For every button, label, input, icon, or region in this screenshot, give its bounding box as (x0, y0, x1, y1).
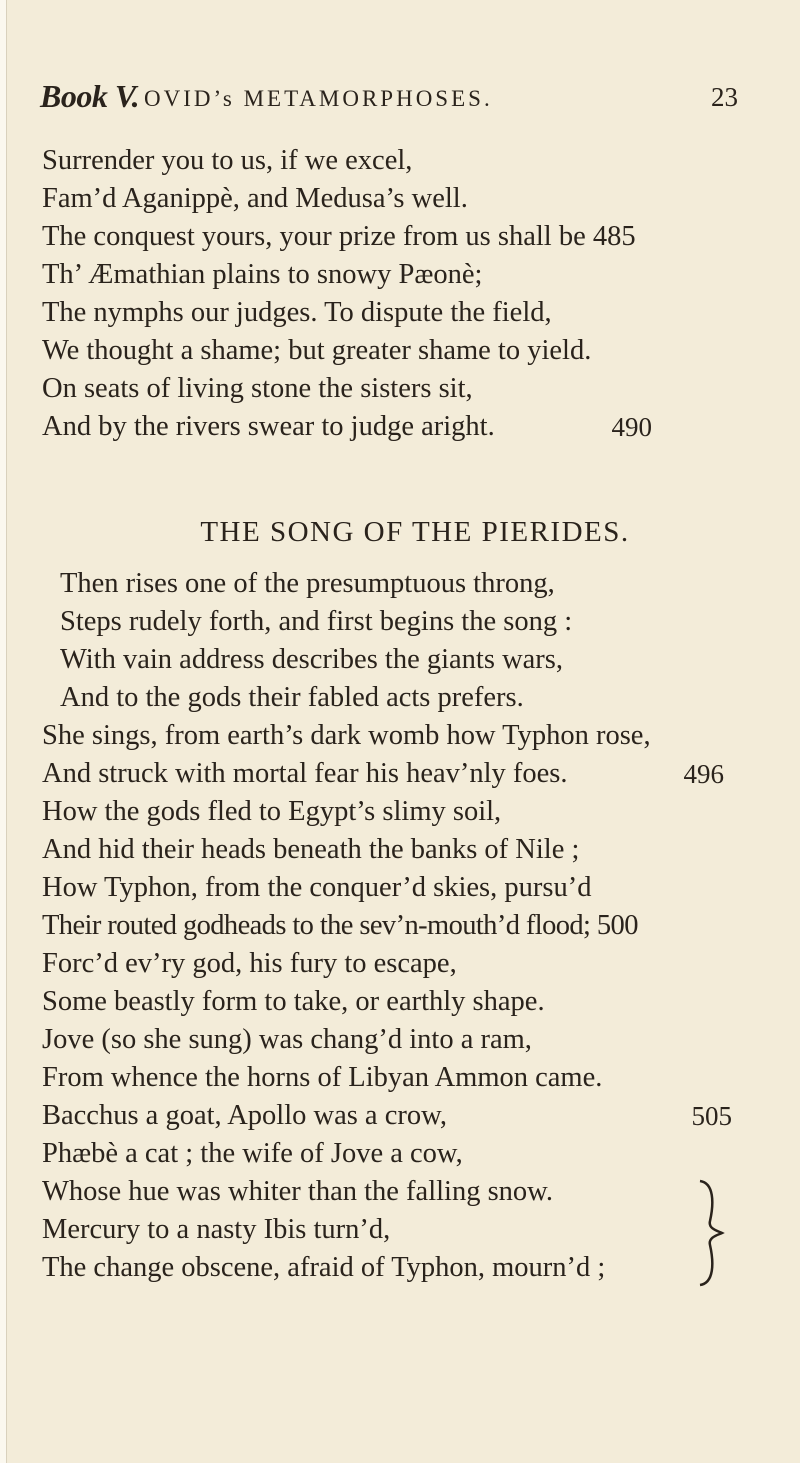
verse-line (42, 408, 762, 446)
page-number: 23 (711, 82, 738, 112)
verse-text: And hid their heads beneath the banks of Nile ; (42, 834, 580, 865)
verse-line (42, 1021, 762, 1059)
running-title: OVID’s METAMORPHOSES. (144, 86, 493, 111)
verse-line (42, 869, 762, 907)
verse-line (42, 142, 762, 180)
verse-text: The change obscene, afraid of Typhon, mourn’d ; (42, 1252, 606, 1283)
verse-line (42, 1097, 762, 1135)
verse-line (42, 1249, 762, 1287)
verse-text: And to the gods their fabled acts prefers. (60, 682, 524, 713)
verse-line (42, 945, 762, 983)
verse-line (42, 218, 762, 256)
verse-line (42, 1135, 762, 1173)
verse-text: The conquest yours, your prize from us shall be 485 (42, 221, 636, 252)
verse-line (42, 256, 762, 294)
verse-text: Bacchus a goat, Apollo was a crow, (42, 1100, 447, 1131)
verse-text: Jove (so she sung) was chang’d into a ram, (42, 1024, 532, 1055)
verse-text: Steps rudely forth, and first begins the song : (60, 606, 573, 637)
verse-text: From whence the horns of Libyan Ammon came. (42, 1062, 603, 1093)
verse-line (42, 717, 762, 755)
verse-line (42, 565, 762, 603)
running-head (40, 78, 760, 122)
verse-line (42, 294, 762, 332)
book-label: Book V. (40, 78, 140, 114)
verse-text: Forc’d ev’ry god, his fury to escape, (42, 948, 457, 979)
verse-line (42, 755, 762, 793)
verse-text: She sings, from earth’s dark womb how Typhon rose, (42, 720, 651, 751)
verse-text: With vain address describes the giants wars, (60, 644, 564, 675)
page-edge (0, 0, 7, 1463)
verse-text: And struck with mortal fear his heav’nly foes. (42, 758, 568, 789)
verse-text: Surrender you to us, if we excel, (42, 145, 413, 176)
verse-line (42, 1173, 762, 1211)
verse-text: We thought a shame; but greater shame to yield. (42, 335, 592, 366)
verse-text: And by the rivers swear to judge aright. (42, 411, 495, 442)
verse-text: Some beastly form to take, or earthly shape. (42, 986, 545, 1017)
verse-text: How the gods fled to Egypt’s slimy soil, (42, 796, 502, 827)
line-number: 496 (683, 759, 724, 789)
verse-line (42, 793, 762, 831)
line-number: 505 (691, 1101, 732, 1131)
verse-line (42, 679, 762, 717)
verse-text: The nymphs our judges. To dispute the field, (42, 297, 552, 328)
verse-text: Th’ Æmathian plains to snowy Pæonè; (42, 259, 483, 290)
verse-text: On seats of living stone the sisters sit, (42, 373, 473, 404)
section-heading: THE SONG OF THE PIERIDES. (200, 516, 630, 548)
verse-line (42, 1211, 762, 1249)
triplet-brace (692, 1173, 732, 1293)
verse-text: Phæbè a cat ; the wife of Jove a cow, (42, 1138, 463, 1169)
verse-text: Mercury to a nasty Ibis turn’d, (42, 1214, 391, 1245)
verse-line (42, 1059, 762, 1097)
verse-text: Whose hue was whiter than the falling snow. (42, 1176, 554, 1207)
verse-line (42, 180, 762, 218)
verse-text: Fam’d Aganippè, and Medusa’s well. (42, 183, 468, 214)
verse-line (42, 983, 762, 1021)
verse-line (42, 603, 762, 641)
verse-text: How Typhon, from the conquer’d skies, pursu’d (42, 872, 592, 903)
verse-line (42, 831, 762, 869)
verse-line (42, 332, 762, 370)
verse-line (42, 370, 762, 408)
verse-text: Then rises one of the presumptuous throng, (60, 568, 555, 599)
verse-line (42, 641, 762, 679)
verse-text: Their routed godheads to the sev’n-mouth’d flood; 500 (42, 910, 638, 941)
verse-line (42, 907, 762, 945)
stanza-top (42, 142, 762, 446)
stanza-song (42, 565, 762, 1287)
line-number: 490 (611, 412, 652, 442)
